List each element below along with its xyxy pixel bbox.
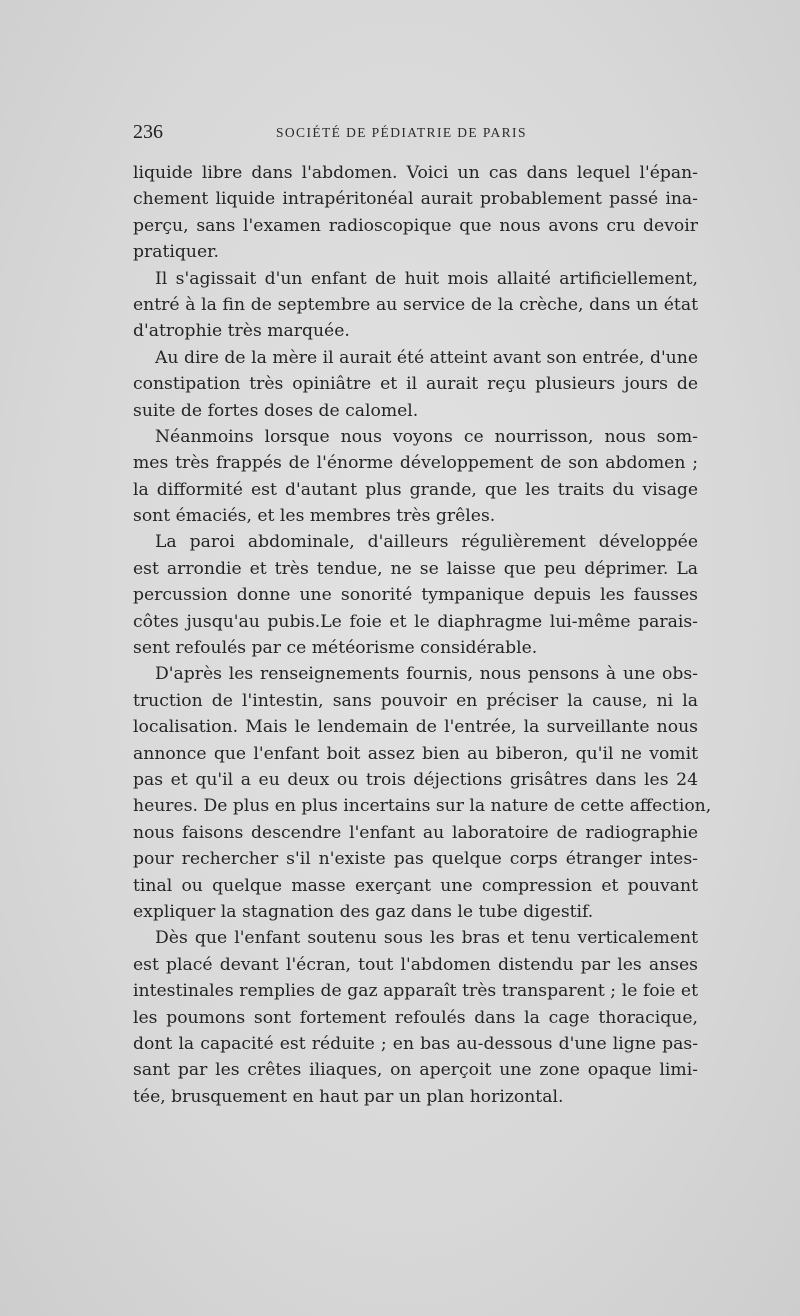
text-line: La paroi abdominale, d'ailleurs régulièrement développée xyxy=(155,532,698,553)
paragraph xyxy=(133,266,698,345)
paragraph xyxy=(133,661,712,925)
text-line: heures. De plus en plus incertains sur la nature de cette affection, xyxy=(133,796,712,817)
text-line: liquide libre dans l'abdomen. Voici un cas dans lequel l'épan- xyxy=(133,163,698,183)
text-line: Au dire de la mère il aurait été atteint avant son entrée, d'une xyxy=(155,347,698,368)
text-line: la difformité est d'autant plus grande, que les traits du visage xyxy=(133,479,698,500)
paragraph xyxy=(133,925,698,1110)
text-line: D'après les renseignements fournis, nous pensons à une obs- xyxy=(155,664,698,685)
page-number: 236 xyxy=(133,121,163,143)
page-header xyxy=(133,120,698,144)
text-line: Il s'agissait d'un enfant de huit mois allaité artificiellement, xyxy=(155,268,698,289)
text-line: intestinales remplies de gaz apparaît très transparent ; le foie et xyxy=(133,981,698,1002)
paragraph xyxy=(133,529,698,661)
body-text xyxy=(133,160,712,1110)
paragraph xyxy=(133,160,698,266)
text-line: tinal ou quelque masse exerçant une compression et pouvant xyxy=(133,875,698,896)
text-line: localisation. Mais le lendemain de l'entrée, la surveillante nous xyxy=(133,717,698,738)
text-line: pas et qu'il a eu deux ou trois déjections grisâtres dans les 24 xyxy=(133,769,698,790)
text-line: les poumons sont fortement refoulés dans la cage thoracique, xyxy=(133,1007,698,1028)
paragraph xyxy=(133,345,698,424)
text-line: Néanmoins lorsque nous voyons ce nourrisson, nous som- xyxy=(155,426,698,447)
text-line: constipation très opiniâtre et il aurait reçu plusieurs jours de xyxy=(133,374,698,395)
text-line: expliquer la stagnation des gaz dans le tube digestif. xyxy=(133,901,594,922)
text-line: nous faisons descendre l'enfant au laboratoire de radiographie xyxy=(133,822,698,843)
text-line: pratiquer. xyxy=(133,242,219,263)
text-line: Dès que l'enfant soutenu sous les bras et tenu verticalement xyxy=(155,928,698,949)
text-line: sant par les crêtes iliaques, on aperçoit une zone opaque limi- xyxy=(133,1060,698,1081)
text-line: pour rechercher s'il n'existe pas quelque corps étranger intes- xyxy=(133,849,698,870)
text-line: est placé devant l'écran, tout l'abdomen distendu par les anses xyxy=(133,954,698,975)
text-line: annonce que l'enfant boit assez bien au biberon, qu'il ne vomit xyxy=(133,743,698,764)
text-line: côtes jusqu'au pubis.Le foie et le diaphragme lui-même parais- xyxy=(133,611,698,632)
text-line: chement liquide intrapéritonéal aurait probablement passé ina- xyxy=(133,189,698,210)
text-line: est arrondie et très tendue, ne se laisse que peu déprimer. La xyxy=(133,558,698,579)
text-line: d'atrophie très marquée. xyxy=(133,321,350,342)
text-line: tée, brusquement en haut par un plan horizontal. xyxy=(133,1086,564,1107)
text-line: entré à la fin de septembre au service de la crèche, dans un état xyxy=(133,294,698,315)
text-line: mes très frappés de l'énorme développement de son abdomen ; xyxy=(133,453,698,474)
running-head: SOCIÉTÉ DE PÉDIATRIE DE PARIS xyxy=(276,125,527,140)
text-line: suite de fortes doses de calomel. xyxy=(133,400,419,421)
paragraph xyxy=(133,424,698,530)
text-line: dont la capacité est réduite ; en bas au-dessous d'une ligne pas- xyxy=(133,1033,698,1054)
text-line: truction de l'intestin, sans pouvoir en préciser la cause, ni la xyxy=(133,690,698,711)
text-line: percussion donne une sonorité tympanique depuis les fausses xyxy=(133,585,698,606)
text-line: perçu, sans l'examen radioscopique que nous avons cru devoir xyxy=(133,215,698,236)
text-line: sont émaciés, et les membres très grêles. xyxy=(133,506,496,527)
text-line: sent refoulés par ce météorisme considérable. xyxy=(133,638,538,659)
